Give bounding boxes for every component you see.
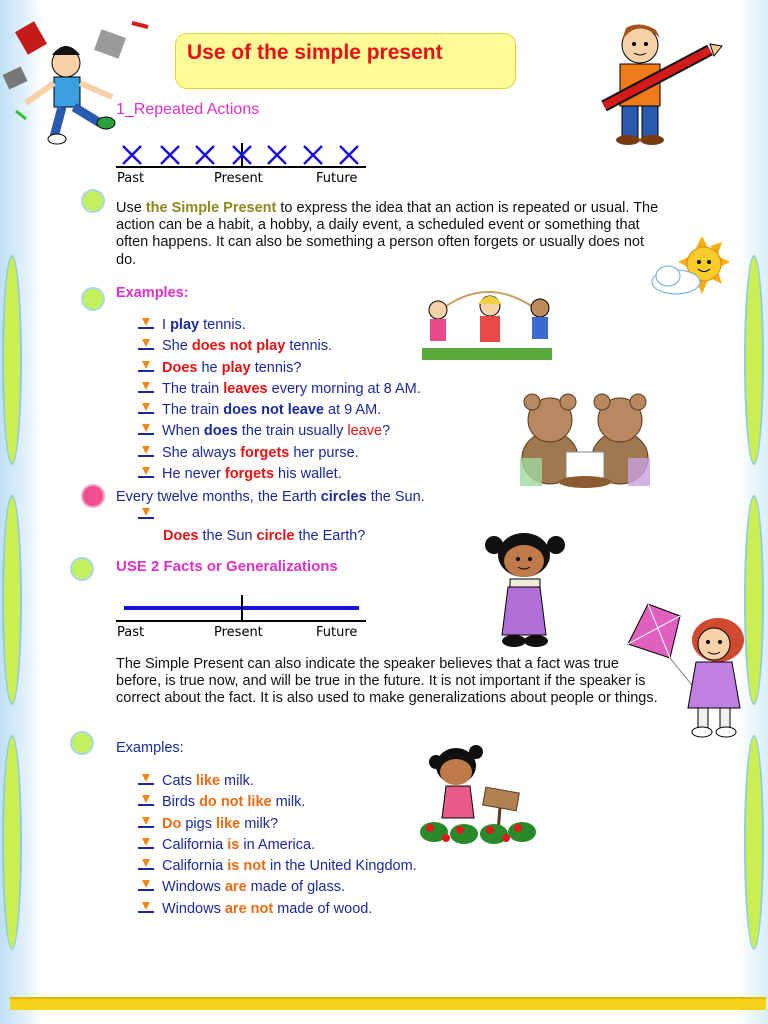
arrow-bullet-icon [138,795,154,807]
arrow-bullet-icon [138,880,154,892]
bottom-bar [10,997,766,1010]
list-item: Windows are not made of wood. [138,899,417,920]
list-item: Cats like milk. [138,771,417,792]
list-item: California is not in the United Kingdom. [138,856,417,877]
arrow-bullet-icon [138,467,154,479]
arrow-bullet-icon [138,838,154,850]
juggling-boy-clipart [2,15,152,145]
list-item: She does not play tennis. [138,336,421,357]
page-title: Use of the simple present [187,41,443,64]
section1-examples-list [138,315,421,485]
sun-question-list [138,505,365,548]
list-item: The train does not leave at 9 AM. [138,400,421,421]
timeline-future-label: Future [316,171,358,186]
pink-circle-bullet [81,484,105,508]
examples-label: Examples: [116,740,184,756]
section1-paragraph: Use the Simple Present to express the idea that an action is repeated or usual. The action can be a habit, a hobby, a daily event, a scheduled event or something that often happens. It can also be something a person often forgets or usually does not do. [116,200,659,268]
list-item: I play tennis. [138,315,421,336]
list-item: When does the train usually leave? [138,421,421,442]
arrow-bullet-icon [138,318,154,330]
decor-leaf [2,495,22,705]
decor-leaf [2,255,22,465]
arrow-bullet-icon [138,339,154,351]
list-item: California is in America. [138,835,417,856]
green-circle-bullet [81,189,105,213]
sun-cloud-clipart [650,236,735,298]
green-circle-bullet [70,557,94,581]
list-item: Windows are made of glass. [138,877,417,898]
green-circle-bullet [81,287,105,311]
timeline-present-label: Present [214,625,263,640]
arrow-bullet-icon [138,902,154,914]
girl-purple-dress-clipart [476,527,572,651]
list-item: Does he play tennis? [138,358,421,379]
arrow-bullet-icon [138,382,154,394]
arrow-bullet-icon [138,361,154,373]
list-item [138,505,365,526]
section1-heading: 1_Repeated Actions [116,101,260,118]
arrow-bullet-icon [138,424,154,436]
girl-garden-clipart [418,742,538,850]
arrow-bullet-icon [138,446,154,458]
arrow-bullet-icon [138,859,154,871]
list-item: She always forgets her purse. [138,443,421,464]
decor-leaf [2,735,22,950]
list-item: Birds do not like milk. [138,792,417,813]
list-item: He never forgets his wallet. [138,464,421,485]
section2-examples-list [138,771,417,920]
pencil-boy-clipart [598,20,723,150]
arrow-bullet-icon [138,508,154,520]
decor-leaf [744,255,764,465]
timeline-facts [116,594,368,642]
section2-heading: USE 2 Facts or Generalizations [116,558,338,575]
green-circle-bullet [70,731,94,755]
list-item: Does the Sun circle the Earth? [163,528,366,545]
kids-skipping-clipart [418,282,556,362]
timeline-present-label: Present [214,171,263,186]
arrow-bullet-icon [138,403,154,415]
girl-kite-clipart [626,600,750,742]
timeline-repeated [116,140,368,188]
timeline-past-label: Past [117,171,145,186]
section2-paragraph: The Simple Present can also indicate the speaker believes that a fact was true before, is true now, and will be true in the future. It is not important if the speaker is correct about the fact. It is also used to make generalizations about people or things. [116,656,658,707]
earth-sentence: Every twelve months, the Earth circles the Sun. [116,489,425,505]
list-item: Do pigs like milk? [138,814,417,835]
examples-label: Examples: [116,285,189,301]
teddy-bears-clipart [510,388,660,490]
list-item: The train leaves every morning at 8 AM. [138,379,421,400]
arrow-bullet-icon [138,817,154,829]
timeline-future-label: Future [316,625,358,640]
timeline-past-label: Past [117,625,145,640]
arrow-bullet-icon [138,774,154,786]
decor-leaf [744,735,764,950]
